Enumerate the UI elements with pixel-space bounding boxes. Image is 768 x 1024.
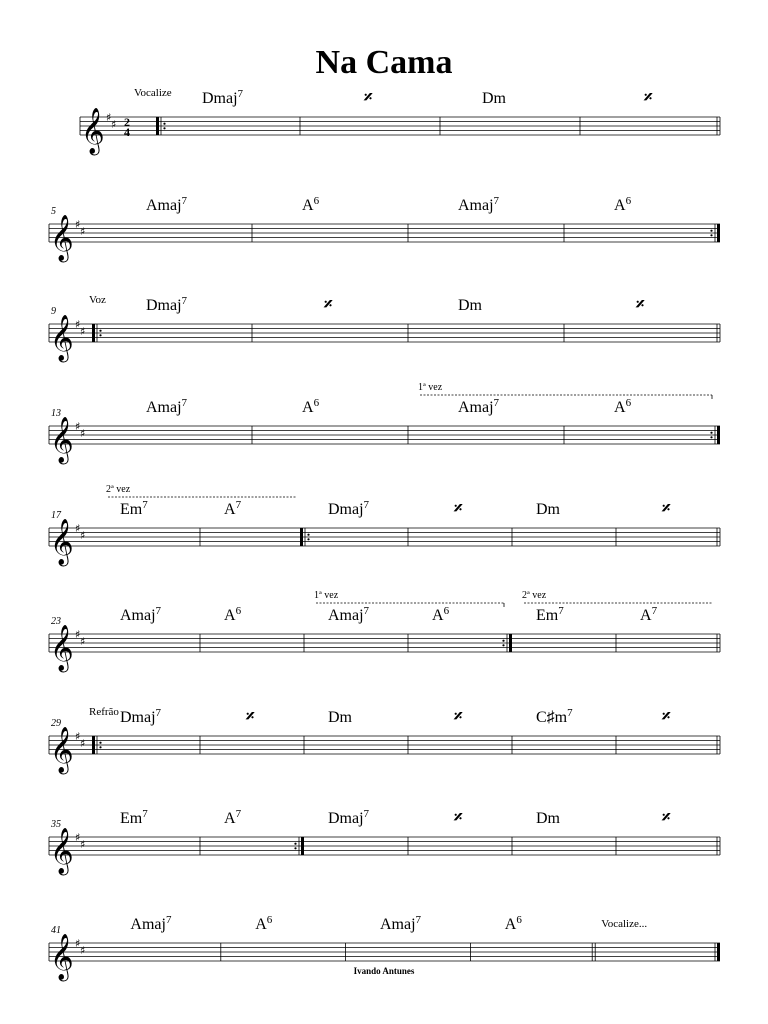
chord-root: A [640,607,652,624]
chord-extension: 6 [235,605,242,617]
chord-root: A [224,810,236,827]
chord-symbol [640,605,658,624]
chord-root: A [302,399,314,416]
start-repeat-thick-bar [92,736,95,754]
repeat-dot [307,534,309,536]
chord-symbol [224,605,242,624]
chord-extension: 7 [165,914,172,926]
chord-extension: 7 [363,605,370,617]
chord-extension: 7 [181,195,188,207]
repeat-dot [710,436,712,438]
key-sharp-c-icon: ♯ [80,427,86,440]
chord-symbol [614,195,632,214]
measure-repeat-icon: 𝄎 [364,88,373,108]
chord-root: Amaj [120,607,156,624]
staff-system [49,484,720,567]
chord-extension: 7 [235,808,242,820]
start-repeat-thick-bar [300,528,303,546]
composer-credit: Ivando Antunes [353,966,415,976]
repeat-dot [99,742,101,744]
chord-extension: 7 [181,295,188,307]
chord-symbol [536,605,564,624]
staff-system [49,195,720,263]
chord-root: Dm [482,90,506,107]
chord-symbol [458,195,500,214]
measure-repeat-icon: 𝄎 [454,707,463,727]
key-sharp-f-icon: ♯ [75,420,81,433]
measure-repeat-icon: 𝄎 [454,808,463,828]
chord-extension: 6 [313,195,320,207]
song-title: Na Cama [315,44,453,81]
chord-symbol [146,397,188,416]
key-sharp-c-icon: ♯ [80,944,86,957]
rehearsal-mark: Voz [89,294,106,306]
treble-clef-icon: 𝄞 [50,215,74,261]
chord-extension: 7 [363,808,370,820]
chord-root: Amaj [146,197,182,214]
chord-symbol [505,914,523,933]
chord-symbol [328,499,370,518]
time-signature-bottom: 4 [124,125,130,139]
end-repeat-thick-bar [509,634,512,652]
chord-root: Amaj [458,399,494,416]
repeat-dot [307,538,309,540]
key-sharp-f-icon: ♯ [106,111,112,124]
key-sharp-f-icon: ♯ [75,628,81,641]
bar-number: 29 [51,718,61,729]
bar-number: 13 [51,408,61,419]
staff-system [80,87,720,156]
chord-root: A [224,501,236,518]
treble-clef-icon: 𝄞 [50,519,74,565]
bar-number: 35 [51,819,61,830]
volta-label: 1ª vez [418,382,443,393]
key-sharp-f-icon: ♯ [75,937,81,950]
chord-symbol [255,914,273,933]
repeat-dot [710,234,712,236]
chord-root: C♯m [536,709,568,726]
chord-root: Em [120,810,143,827]
bar-number: 41 [51,925,61,936]
chord-symbol [202,88,244,107]
bar-number: 9 [51,306,56,317]
bar-number: 17 [51,510,61,521]
key-sharp-c-icon: ♯ [80,529,86,542]
staff-system [49,382,720,465]
chord-symbol [146,295,188,314]
chord-root: Amaj [146,399,182,416]
chord-extension: 7 [415,914,422,926]
key-sharp-c-icon: ♯ [80,737,86,750]
chord-symbol [328,605,370,624]
chord-symbol [458,397,500,416]
chord-symbol [328,709,353,726]
chord-symbol [120,605,162,624]
measure-repeat-icon: 𝄎 [636,295,645,315]
chord-root: Dm [458,297,482,314]
volta-label: 2ª vez [522,590,547,601]
chord-symbol [380,914,422,933]
treble-clef-icon: 𝄞 [50,727,74,773]
chord-extension: 6 [625,195,632,207]
measure-repeat-icon: 𝄎 [324,295,333,315]
staff-system [49,808,720,876]
key-sharp-c-icon: ♯ [80,838,86,851]
chord-symbol [536,501,561,518]
staff-system [49,590,720,673]
measure-repeat-icon: 𝄎 [662,499,671,519]
repeat-dot [294,847,296,849]
repeat-dot [163,123,165,125]
chord-extension: 6 [313,397,320,409]
key-sharp-c-icon: ♯ [80,325,86,338]
key-sharp-c-icon: ♯ [80,225,86,238]
repeat-dot [99,334,101,336]
key-sharp-c-icon: ♯ [80,635,86,648]
chord-root: Em [536,607,559,624]
treble-clef-icon: 𝄞 [50,625,74,671]
chord-extension: 6 [443,605,450,617]
chord-root: A [224,607,236,624]
rehearsal-mark: Refrão [89,706,119,718]
chord-root: Dm [328,709,352,726]
time-signature-top: 2 [124,115,130,129]
volta-label: 1ª vez [314,590,339,601]
chord-extension: 7 [155,605,162,617]
staff-system [49,294,720,363]
key-sharp-f-icon: ♯ [75,831,81,844]
chord-symbol [120,707,162,726]
chord-extension: 7 [558,605,564,617]
repeat-dot [710,230,712,232]
measure-repeat-icon: 𝄎 [662,707,671,727]
measure-repeat-icon: 𝄎 [662,808,671,828]
end-repeat-thick-bar [301,837,304,855]
chord-root: Dm [536,810,560,827]
treble-clef-icon: 𝄞 [50,417,74,463]
bar-number: 23 [51,616,61,627]
chord-root: Em [120,501,143,518]
chord-symbol [328,808,370,827]
chord-extension: 7 [363,499,370,511]
chord-symbol [224,808,242,827]
chord-root: A [614,399,626,416]
repeat-dot [502,644,504,646]
start-repeat-thick-bar [156,117,159,135]
chord-symbol [120,808,148,827]
chord-symbol [536,707,573,726]
chord-symbol [302,195,320,214]
key-sharp-f-icon: ♯ [75,522,81,535]
chord-root: Dmaj [146,297,182,314]
chord-extension: 7 [493,397,500,409]
chord-extension: 6 [625,397,632,409]
chord-root: A [302,197,314,214]
start-repeat-thick-bar [92,324,95,342]
chord-symbol [458,297,483,314]
repeat-dot [99,746,101,748]
bar-number: 5 [51,206,56,217]
chord-extension: 6 [266,914,273,926]
chord-symbol [146,195,188,214]
key-sharp-c-icon: ♯ [111,118,117,131]
measure-repeat-icon: 𝄎 [246,707,255,727]
staff-system [49,706,720,775]
chord-extension: 7 [181,397,188,409]
chord-extension: 7 [237,88,244,100]
chord-extension: 7 [142,808,148,820]
chord-root: Dmaj [202,90,238,107]
chord-extension: 7 [235,499,242,511]
chord-root: Dmaj [328,810,364,827]
chord-root: Amaj [130,916,166,933]
key-sharp-f-icon: ♯ [75,218,81,231]
repeat-dot [294,843,296,845]
treble-clef-icon: 𝄞 [81,108,105,154]
chord-symbol [302,397,320,416]
chord-extension: 7 [155,707,162,719]
treble-clef-icon: 𝄞 [50,934,74,980]
key-sharp-f-icon: ♯ [75,318,81,331]
chord-symbol [224,499,242,518]
repeat-dot [99,330,101,332]
rehearsal-mark: Vocalize [134,87,172,99]
chord-extension: 7 [651,605,658,617]
chord-symbol [432,605,450,624]
chord-root: A [504,916,517,933]
chord-extension: 6 [516,914,522,926]
chord-root: Dmaj [120,709,156,726]
final-thick-bar [717,943,720,961]
end-repeat-thick-bar [717,426,720,444]
chord-root: Amaj [328,607,364,624]
measure-repeat-icon: 𝄎 [454,499,463,519]
measure-repeat-icon: 𝄎 [644,88,653,108]
chord-root: A [255,916,267,933]
repeat-dot [710,432,712,434]
chord-root: A [614,197,626,214]
end-repeat-thick-bar [717,224,720,242]
repeat-dot [163,127,165,129]
key-sharp-f-icon: ♯ [75,730,81,743]
treble-clef-icon: 𝄞 [50,315,74,361]
chord-symbol [130,914,172,933]
volta-label: 2ª vez [106,484,131,495]
chord-extension: 7 [493,195,500,207]
text-instruction: Vocalize... [601,918,648,930]
chord-root: Amaj [458,197,494,214]
chord-symbol [536,810,561,827]
chord-symbol [614,397,632,416]
chord-root: Dm [536,501,560,518]
chord-root: A [432,607,444,624]
chord-root: Amaj [380,916,416,933]
treble-clef-icon: 𝄞 [50,828,74,874]
chord-symbol [120,499,148,518]
chord-symbol [482,90,507,107]
chord-extension: 7 [142,499,148,511]
chord-root: Dmaj [328,501,364,518]
chord-extension: 7 [567,707,573,719]
repeat-dot [502,640,504,642]
